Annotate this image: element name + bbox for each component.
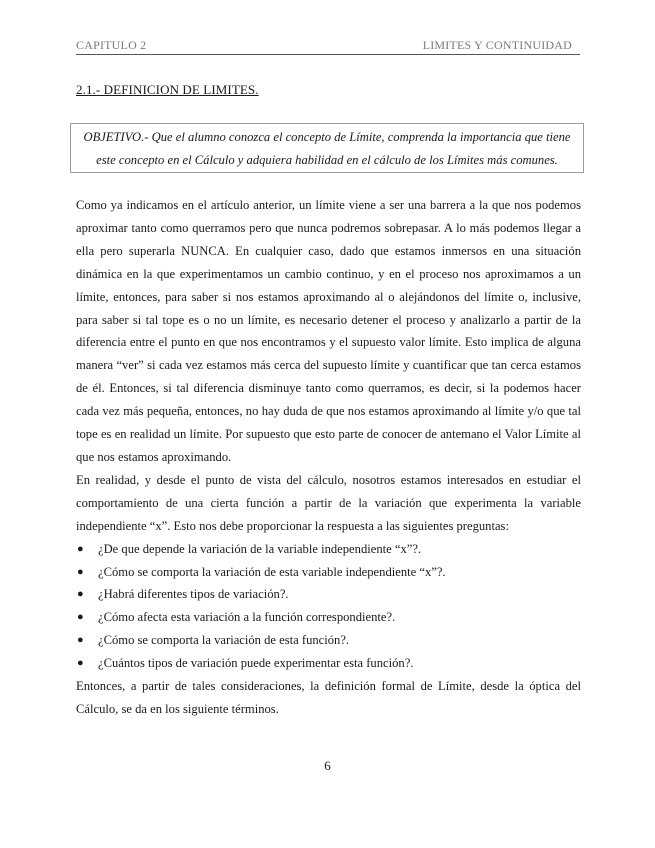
- bullet-icon: ●: [77, 657, 84, 670]
- question-text: ¿Cómo se comporta la variación de esta variable independiente “x”?.: [98, 564, 446, 579]
- list-item: [76, 606, 581, 629]
- bullet-icon: ●: [77, 565, 84, 578]
- objective-box: [70, 123, 584, 173]
- question-text: ¿Cómo afecta esta variación a la función correspondiente?.: [98, 610, 396, 625]
- objective-line-1: OBJETIVO.- Que el alumno conozca el concepto de Límite, comprenda la importancia que tiene: [83, 130, 571, 144]
- bullet-icon: ●: [77, 611, 84, 624]
- question-text: ¿Cuántos tipos de variación puede experimentar esta función?.: [98, 656, 414, 671]
- list-item: [76, 652, 581, 675]
- question-list: [76, 538, 581, 675]
- list-item: [76, 561, 581, 584]
- body-text: [76, 194, 581, 721]
- question-text: ¿Habrá diferentes tipos de variación?.: [98, 587, 289, 602]
- objective-line-2: este concepto en el Cálculo y adquiera habilidad en el cálculo de los Límites más comunes.: [96, 153, 558, 167]
- bullet-icon: ●: [77, 634, 84, 647]
- bullet-icon: ●: [77, 588, 84, 601]
- list-item: [76, 629, 581, 652]
- bullet-icon: ●: [77, 542, 84, 555]
- list-item: [76, 538, 581, 561]
- section-title: 2.1.- DEFINICION DE LIMITES.: [76, 82, 259, 97]
- page-number: 6: [324, 758, 331, 773]
- paragraph-1: Como ya indicamos en el artículo anterior, un límite viene a ser una barrera a la que nos podemos aproximar tanto como querramos pero que nunca podremos sobrepasar. A lo más podemos llegar a ella pero superarla NUNCA. En cualquier caso, dado que estamos inmersos en una situación dinámica en la que experimentamos un cambio continuo, y en el proceso nos aproximamos a un límite, entonces, para saber si nos estamos aproximando al o alejándonos del límite o, inclusive, para saber si tal tope es o no un límite, es necesario detener el proceso y analizarlo a partir de la diferencia entre el punto en que nos encontramos y el supuesto valor límite. Esto implica de alguna manera “ver” si cada vez estamos más cerca del supuesto límite y cuantificar que tan cerca estamos de él. Entonces, si tal diferencia disminuye tanto como querramos, es decir, si la podemos hacer cada vez más pequeña, entonces, no hay duda de que nos estamos aproximando al límite y/o que tal tope es en realidad un límite. Por supuesto que esto parte de conocer de antemano el Valor Límite al que nos estamos aproximando.: [76, 198, 581, 464]
- chapter-title: LIMITES Y CONTINUIDAD: [422, 38, 572, 52]
- chapter-label: CAPITULO 2: [76, 38, 147, 52]
- closing-paragraph: Entonces, a partir de tales consideraciones, la definición formal de Límite, desde la óptica del Cálculo, se da en los siguiente términos.: [76, 679, 581, 716]
- running-header: [76, 38, 580, 55]
- paragraph-2: En realidad, y desde el punto de vista del cálculo, nosotros estamos interesados en estudiar el comportamiento de una cierta función a partir de la variación que experimenta la variable independiente “x”. Esto nos debe proporcionar la respuesta a las siguientes preguntas:: [76, 472, 581, 533]
- question-text: ¿De que depende la variación de la variable independiente “x”?.: [98, 541, 422, 556]
- question-text: ¿Cómo se comporta la variación de esta función?.: [98, 633, 350, 648]
- list-item: [76, 583, 581, 606]
